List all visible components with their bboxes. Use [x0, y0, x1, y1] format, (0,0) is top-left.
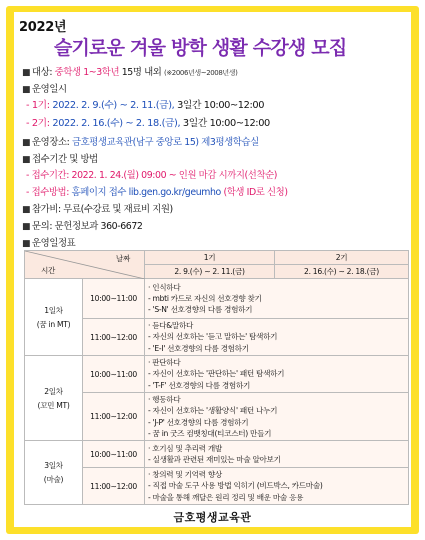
period-line — [26, 167, 277, 181]
content-cell — [145, 279, 409, 319]
date-header: 날짜 — [115, 254, 130, 263]
content-line: - 'T-F' 선호경향의 다름 경험하기 — [148, 380, 251, 390]
table-row — [25, 468, 409, 505]
target-label: 대상: — [32, 67, 53, 78]
day1-label: 1일차 — [44, 305, 63, 315]
place-value: 금호평생교육관(남구 중앙로 15) 제3평생학습실 — [71, 137, 259, 148]
content-line: - 자신이 선호하는 '판단하는' 패턴 탐색하기 — [148, 369, 285, 379]
day2-label: 2일차 — [44, 386, 63, 396]
slot-cell: 10:00~11:00 — [83, 356, 145, 393]
slot-cell: 11:00~12:00 — [83, 468, 145, 505]
content-line: - 자신이 선호하는 '생활양식' 패턴 나누기 — [148, 406, 278, 416]
session2-label: - 2기: — [26, 118, 50, 129]
method-value: 홈페이지 접수 lib.gen.go.kr/geumho — [71, 187, 221, 198]
target-value: 중학생 1~3학년 — [54, 67, 120, 78]
bullet-icon: ■ — [22, 85, 31, 95]
content-cell — [145, 319, 409, 356]
session1-label: - 1기: — [26, 100, 50, 111]
year-label: 2022년 — [19, 20, 67, 35]
content-line: · 인식하다 — [148, 282, 181, 292]
content-line: · 호기심 및 추리력 개발 — [148, 443, 222, 453]
bullet-icon: ■ — [22, 222, 31, 232]
period-label: - 접수기간: — [26, 170, 69, 181]
slot-cell: 10:00~11:00 — [83, 279, 145, 319]
slot-cell: 11:00~12:00 — [83, 393, 145, 441]
session2-range: 2. 16.(수) ~ 2. 18.(금) — [275, 265, 409, 279]
content-cell — [145, 441, 409, 468]
bullet-icon: ■ — [22, 68, 31, 78]
bullet-icon: ■ — [22, 205, 31, 215]
table-row — [25, 319, 409, 356]
content-line: · 판단하다 — [148, 358, 181, 368]
method-note: (학생 ID로 신청) — [223, 187, 288, 198]
table-row — [25, 356, 409, 393]
day3-sub: (마술) — [43, 475, 64, 484]
place-line — [22, 134, 259, 148]
contact-text: 문의: 문헌정보과 360-6672 — [32, 221, 143, 232]
content-line: - 'E-I' 선호경향의 다름 경험하기 — [148, 343, 249, 353]
content-line: · 창의력 및 기억력 향상 — [148, 470, 222, 480]
fee-text: 참가비: 무료(수강료 및 재료비 지원) — [32, 204, 173, 215]
footer-org: 금호평생교육관 — [173, 511, 252, 524]
day3-label: 3일차 — [44, 461, 63, 470]
fee-line — [22, 201, 173, 215]
place-label: 운영장소: — [32, 137, 70, 148]
target-count: 15명 내외 — [121, 67, 162, 78]
apply-line — [22, 151, 98, 165]
content-line: - 자신의 선호하는 '듣고 말하는' 탐색하기 — [148, 332, 278, 342]
table-row — [25, 393, 409, 441]
apply-label: 접수기간 및 방법 — [32, 154, 98, 165]
contact-line — [22, 218, 142, 232]
session1-header: 1기 — [145, 251, 275, 265]
table-corner — [25, 251, 145, 279]
timetable — [24, 250, 408, 505]
day2-cell — [25, 356, 83, 441]
day3-cell — [25, 441, 83, 505]
slot-cell: 11:00~12:00 — [83, 319, 145, 356]
poster-title: 슬기로운 겨울 방학 생활 수강생 모집 — [54, 37, 347, 59]
timetable-heading — [22, 235, 75, 249]
slot-cell: 10:00~11:00 — [83, 441, 145, 468]
target-line — [22, 64, 237, 78]
schedule-label: 운영일시 — [32, 84, 67, 95]
session1-time: 3일간 10:00~12:00 — [177, 100, 265, 111]
content-line: - 실생활과 관련된 재미있는 마술 알아보기 — [148, 455, 281, 464]
session2-header: 2기 — [275, 251, 409, 265]
bullet-icon: ■ — [22, 155, 31, 165]
content-cell — [145, 356, 409, 393]
table-row — [25, 279, 409, 319]
time-header: 시간 — [41, 266, 56, 275]
session1-line — [26, 97, 264, 111]
method-label: - 접수방법: — [26, 187, 69, 198]
poster-body — [14, 12, 411, 527]
content-line: · 행동하다 — [148, 395, 181, 405]
method-line — [26, 184, 288, 198]
session2-dates: 2022. 2. 16.(수) ~ 2. 18.(금), — [52, 118, 181, 129]
day1-cell — [25, 279, 83, 356]
session1-dates: 2022. 2. 9.(수) ~ 2. 11.(금), — [52, 100, 175, 111]
content-cell — [145, 393, 409, 441]
session2-line — [26, 115, 270, 129]
content-line: - 'S-N' 선호경향의 다름 경험하기 — [148, 305, 253, 315]
period-value: 2022. 1. 24.(월) 09:00 ~ 인원 마감 시까지(선착순) — [71, 170, 278, 181]
content-line: - 직접 마술 도구 사용 방법 익히기 (비드박스, 카드마술) — [148, 481, 323, 491]
timetable-label: 운영일정표 — [32, 238, 76, 249]
session1-range: 2. 9.(수) ~ 2. 11.(금) — [145, 265, 275, 279]
table-row — [25, 441, 409, 468]
content-line: - 'J-P' 선호경향의 다름 경험하기 — [148, 417, 249, 427]
session2-time: 3일간 10:00~12:00 — [182, 118, 270, 129]
content-line: - 꿈 in 굿즈 컴뱃칭대(티코스터) 만들기 — [148, 428, 272, 438]
bullet-icon: ■ — [22, 138, 31, 148]
content-line: - 마술을 통해 깨달은 원리 정리 및 배운 마술 응용 — [148, 492, 304, 502]
content-line: - mbti 카드로 자신의 선호경향 찾기 — [148, 293, 262, 303]
bullet-icon: ■ — [22, 239, 31, 249]
day2-sub: (꼬민 MT) — [37, 400, 70, 410]
schedule-line — [22, 81, 67, 95]
content-line: · 듣다&말하다 — [148, 321, 194, 331]
target-note: (※2006년생~2008년생) — [164, 69, 238, 77]
content-cell — [145, 468, 409, 505]
day1-sub: (꿈 in MT) — [36, 319, 71, 329]
